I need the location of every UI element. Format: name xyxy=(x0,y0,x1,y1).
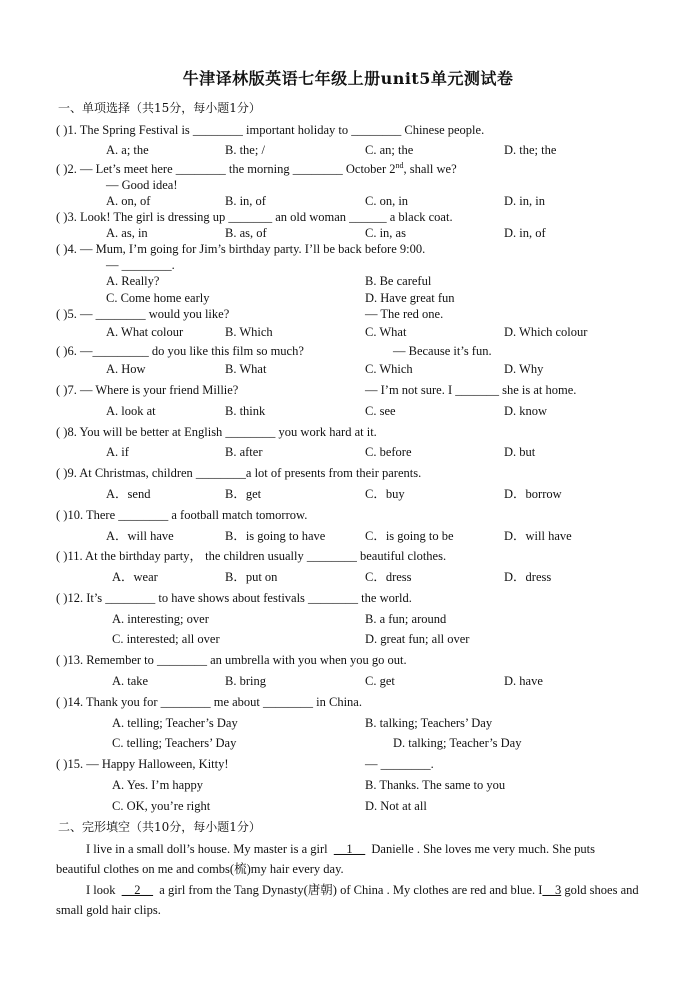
section-heading-1: 一、单项选择（共15分，每小题1分） xyxy=(58,101,261,115)
question-stem: ( )11. At the birthday party， the children usually ________ beautiful clothes. xyxy=(56,549,447,563)
option-c: C. in, as xyxy=(365,226,406,240)
question-stem: ( )6. —_________ do you like this film so much? xyxy=(56,344,304,358)
option-c: C. see xyxy=(365,404,396,418)
option-b: B. talking; Teachers’ Day xyxy=(365,716,493,730)
option-c: C. get xyxy=(365,674,395,688)
option-a: A. if xyxy=(106,445,129,459)
option-d: D．dress xyxy=(504,570,552,584)
option-d: D. know xyxy=(504,404,548,418)
question-stem: ( )13. Remember to ________ an umbrella with you when you go out. xyxy=(56,653,407,667)
question-stem: ( )15. — Happy Halloween, Kitty! xyxy=(56,757,229,771)
option-d: D. have xyxy=(504,674,543,688)
option-b: B. Be careful xyxy=(365,274,432,288)
question-stem: ( )9. At Christmas, children ________a lot of presents from their parents. xyxy=(56,466,422,480)
option-d: D. Why xyxy=(504,362,544,376)
option-b: B. Thanks. The same to you xyxy=(365,778,506,792)
cloze-paragraph-2: I look __2__ a girl from the Tang Dynasty(唐朝) of China . My clothes are red and blue. I__3 gold shoes and small gold hair clips. xyxy=(56,883,639,917)
question-stem: ( )14. Thank you for ________ me about ________ in China. xyxy=(56,695,362,709)
option-b: B. think xyxy=(225,404,266,418)
option-d: D. in, in xyxy=(504,194,545,208)
option-c: C．dress xyxy=(365,570,412,584)
question-stem: ( )5. — ________ would you like? xyxy=(56,307,230,321)
question-line2: — ________. xyxy=(106,258,175,272)
option-b: B. after xyxy=(225,445,263,459)
question-response: — ________. xyxy=(365,757,434,771)
option-a: A. telling; Teacher’s Day xyxy=(112,716,238,730)
option-d: D. great fun; all over xyxy=(365,632,470,646)
page-title: 牛津译林版英语七年级上册unit5单元测试卷 xyxy=(182,69,514,88)
question-response: — The red one. xyxy=(365,307,444,321)
option-a: A．will have xyxy=(106,529,174,543)
option-c: C. before xyxy=(365,445,412,459)
option-c: C．buy xyxy=(365,487,405,501)
cloze-paragraph-1: I live in a small doll’s house. My master is a girl __1__ Danielle . She loves me very much. She puts beautiful clothes on me and combs(梳)my hair every day. xyxy=(56,842,595,876)
question-stem: ( )2. — Let’s meet here ________ the morning ________ October 2nd, shall we? xyxy=(56,160,457,176)
question-stem: ( )3. Look! The girl is dressing up _______ an old woman ______ a black coat. xyxy=(56,210,453,224)
option-c: C. OK, you’re right xyxy=(112,799,211,813)
option-c: C. Come home early xyxy=(106,291,210,305)
option-c: C. on, in xyxy=(365,194,409,208)
option-b: B. a fun; around xyxy=(365,612,447,626)
option-d: D. talking; Teacher’s Day xyxy=(393,736,522,750)
option-d: D. the; the xyxy=(504,143,557,157)
question-stem: ( )7. — Where is your friend Millie? xyxy=(56,383,239,397)
section-heading-2: 二、完形填空（共10分，每小题1分） xyxy=(58,820,261,834)
option-a: A．send xyxy=(106,487,151,501)
option-a: A. on, of xyxy=(106,194,151,208)
option-b: B. Which xyxy=(225,325,273,339)
option-b: B. in, of xyxy=(225,194,266,208)
option-b: B. What xyxy=(225,362,267,376)
option-a: A．wear xyxy=(112,570,158,584)
option-d: D. but xyxy=(504,445,536,459)
question-stem: ( )10. There ________ a football match tomorrow. xyxy=(56,508,308,522)
option-a: A. How xyxy=(106,362,146,376)
option-a: A. interesting; over xyxy=(112,612,209,626)
option-d: D. Have great fun xyxy=(365,291,455,305)
cloze-blank-3[interactable]: __3 xyxy=(542,883,562,897)
option-b: B．get xyxy=(225,487,262,501)
option-c: C. interested; all over xyxy=(112,632,220,646)
option-c: C．is going to be xyxy=(365,529,454,543)
option-a: A. a; the xyxy=(106,143,149,157)
option-c: C. telling; Teachers’ Day xyxy=(112,736,237,750)
cloze-blank-2[interactable]: __2__ xyxy=(121,883,154,897)
option-a: A. Yes. I’m happy xyxy=(112,778,203,792)
option-c: C. What xyxy=(365,325,407,339)
question-response: — I’m not sure. I _______ she is at home. xyxy=(365,383,577,397)
option-a: A. take xyxy=(112,674,149,688)
option-d: D. in, of xyxy=(504,226,546,240)
question-stem: ( )4. — Mum, I’m going for Jim’s birthday party. I’ll be back before 9:00. xyxy=(56,242,426,256)
option-a: A. Really? xyxy=(106,274,160,288)
option-a: A. look at xyxy=(106,404,156,418)
option-b: B. bring xyxy=(225,674,266,688)
option-d: D. Not at all xyxy=(365,799,427,813)
question-stem: ( )12. It’s ________ to have shows about festivals ________ the world. xyxy=(56,591,412,605)
question-line2: — Good idea! xyxy=(106,178,178,192)
option-d: D．will have xyxy=(504,529,572,543)
cloze-blank-1[interactable]: __1__ xyxy=(333,842,366,856)
option-b: B. the; / xyxy=(225,143,265,157)
option-c: C. Which xyxy=(365,362,413,376)
option-b: B．put on xyxy=(225,570,278,584)
question-stem: ( )8. You will be better at English ________ you work hard at it. xyxy=(56,425,377,439)
option-a: A. What colour xyxy=(106,325,184,339)
question-stem: ( )1. The Spring Festival is ________ important holiday to ________ Chinese people. xyxy=(56,123,485,137)
option-c: C. an; the xyxy=(365,143,414,157)
option-d: D. Which colour xyxy=(504,325,588,339)
option-b: B．is going to have xyxy=(225,529,326,543)
option-b: B. as, of xyxy=(225,226,267,240)
option-a: A. as, in xyxy=(106,226,148,240)
option-d: D．borrow xyxy=(504,487,562,501)
question-response: — Because it’s fun. xyxy=(393,344,492,358)
